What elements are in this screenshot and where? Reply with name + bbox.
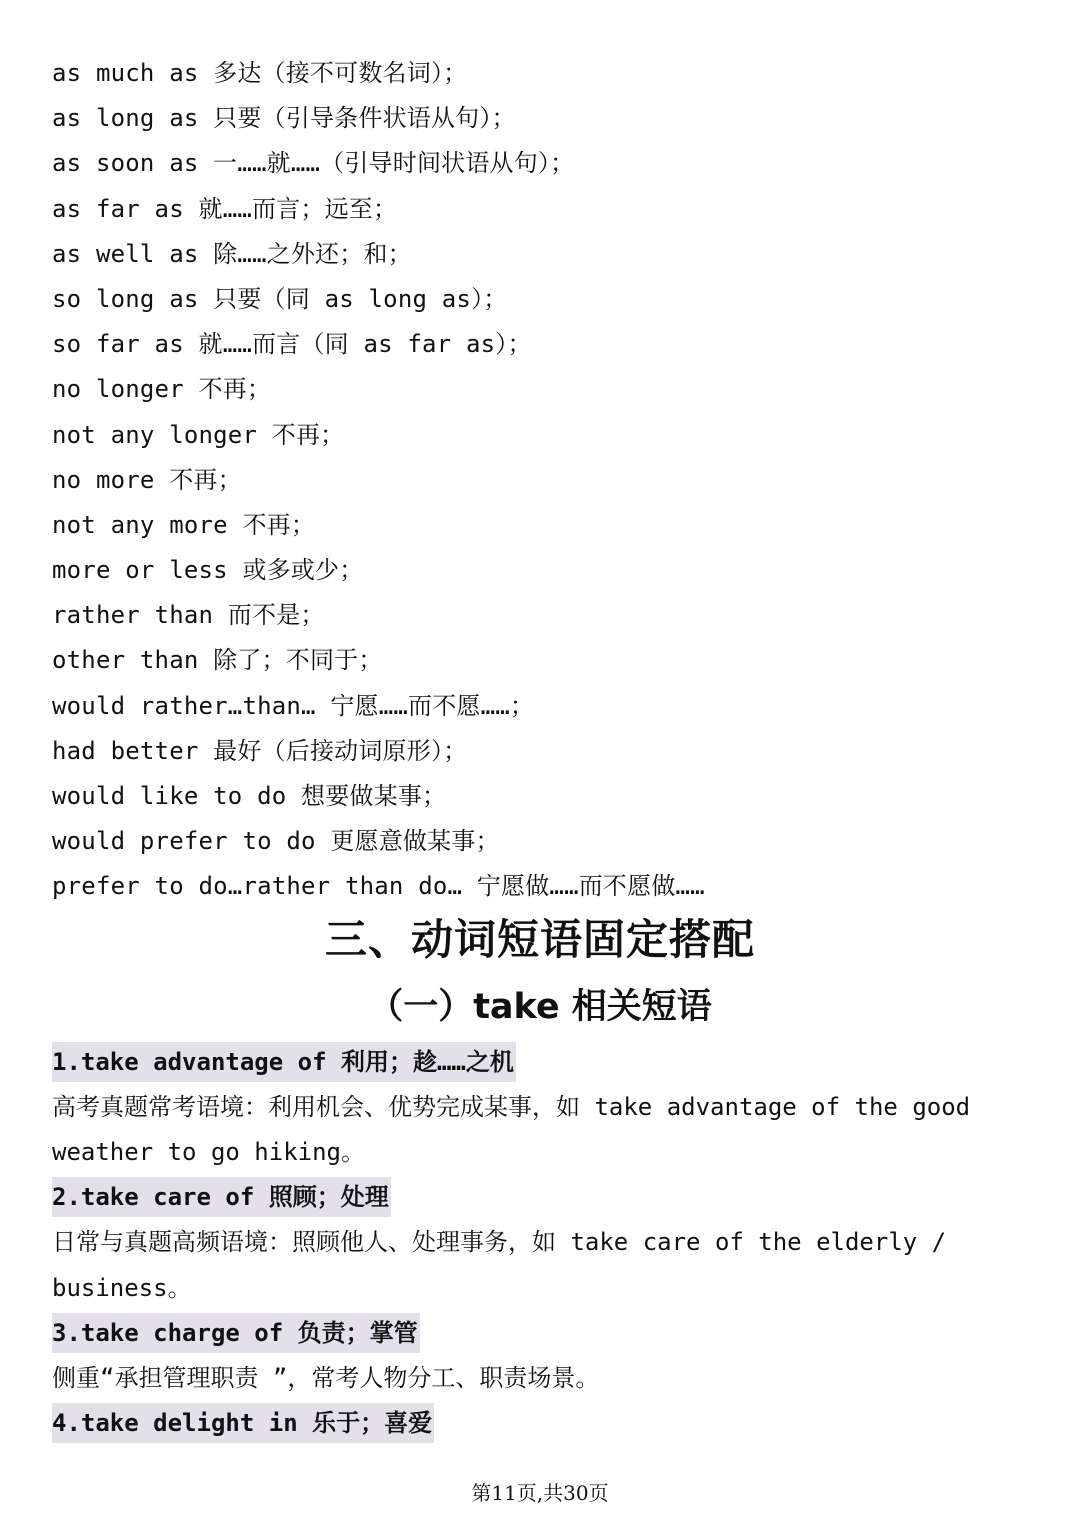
phrase-line: not any more 不再； [52,510,316,539]
take-phrase-item [52,1175,1042,1310]
phrase-line: more or less 或多或少； [52,556,364,585]
item-heading: 2.take care of 照顾；处理 [52,1177,391,1217]
phrase-line: other than 除了；不同于； [52,646,383,675]
phrase-line: as long as 只要（引导条件状语从句）； [52,104,516,133]
phrase-list [52,51,1052,910]
item-description: 日常与真题高频语境：照顾他人、处理事务，如 take care of the elderly / business。 [52,1228,947,1302]
phrase-line: not any longer 不再； [52,420,345,449]
phrase-line: as much as 多达（接不可数名词）； [52,59,468,87]
phrase-line: would like to do 想要做某事； [52,782,447,810]
phrase-line: as far as 就……而言；远至； [52,194,398,223]
phrase-line: no longer 不再； [52,375,272,404]
phrase-line: no more 不再； [52,465,242,494]
page-number-footer: 第11页,共30页 [471,1481,609,1505]
phrase-line: would rather…than… 宁愿……而不愿……； [52,691,535,720]
item-description: 侧重“承担管理职责 ”，常考人物分工、职责场景。 [52,1363,600,1392]
take-phrase-item [52,1311,1042,1401]
item-heading: 3.take charge of 负责；掌管 [52,1313,420,1353]
phrase-line: as well as 除……之外还；和； [52,239,412,268]
phrase-line: had better 最好（后接动词原形）； [52,736,468,765]
take-phrase-item [52,1040,1042,1175]
phrase-line: so far as 就……而言（同 as far as）； [52,330,532,359]
phrase-line: as soon as 一……就……（引导时间状语从句）； [52,149,575,178]
item-heading: 1.take advantage of 利用；趁……之机 [52,1042,516,1082]
item-description: 高考真题常考语境：利用机会、优势完成某事，如 take advantage of the good weather to go hiking。 [52,1093,971,1167]
take-phrase-item [52,1401,1042,1446]
take-phrase-items [52,1040,1042,1446]
phrase-line: would prefer to do 更愿意做某事； [52,827,500,856]
phrase-line: prefer to do…rather than do… 宁愿做……而不愿做…… [52,872,705,901]
phrase-line: rather than 而不是； [52,601,325,630]
section-title: 三、动词短语固定搭配 [324,915,755,964]
phrase-line: so long as 只要（同 as long as）； [52,284,508,313]
item-heading: 4.take delight in 乐于；喜爱 [52,1403,434,1443]
sub-title: （一）take 相关短语 [368,987,712,1027]
